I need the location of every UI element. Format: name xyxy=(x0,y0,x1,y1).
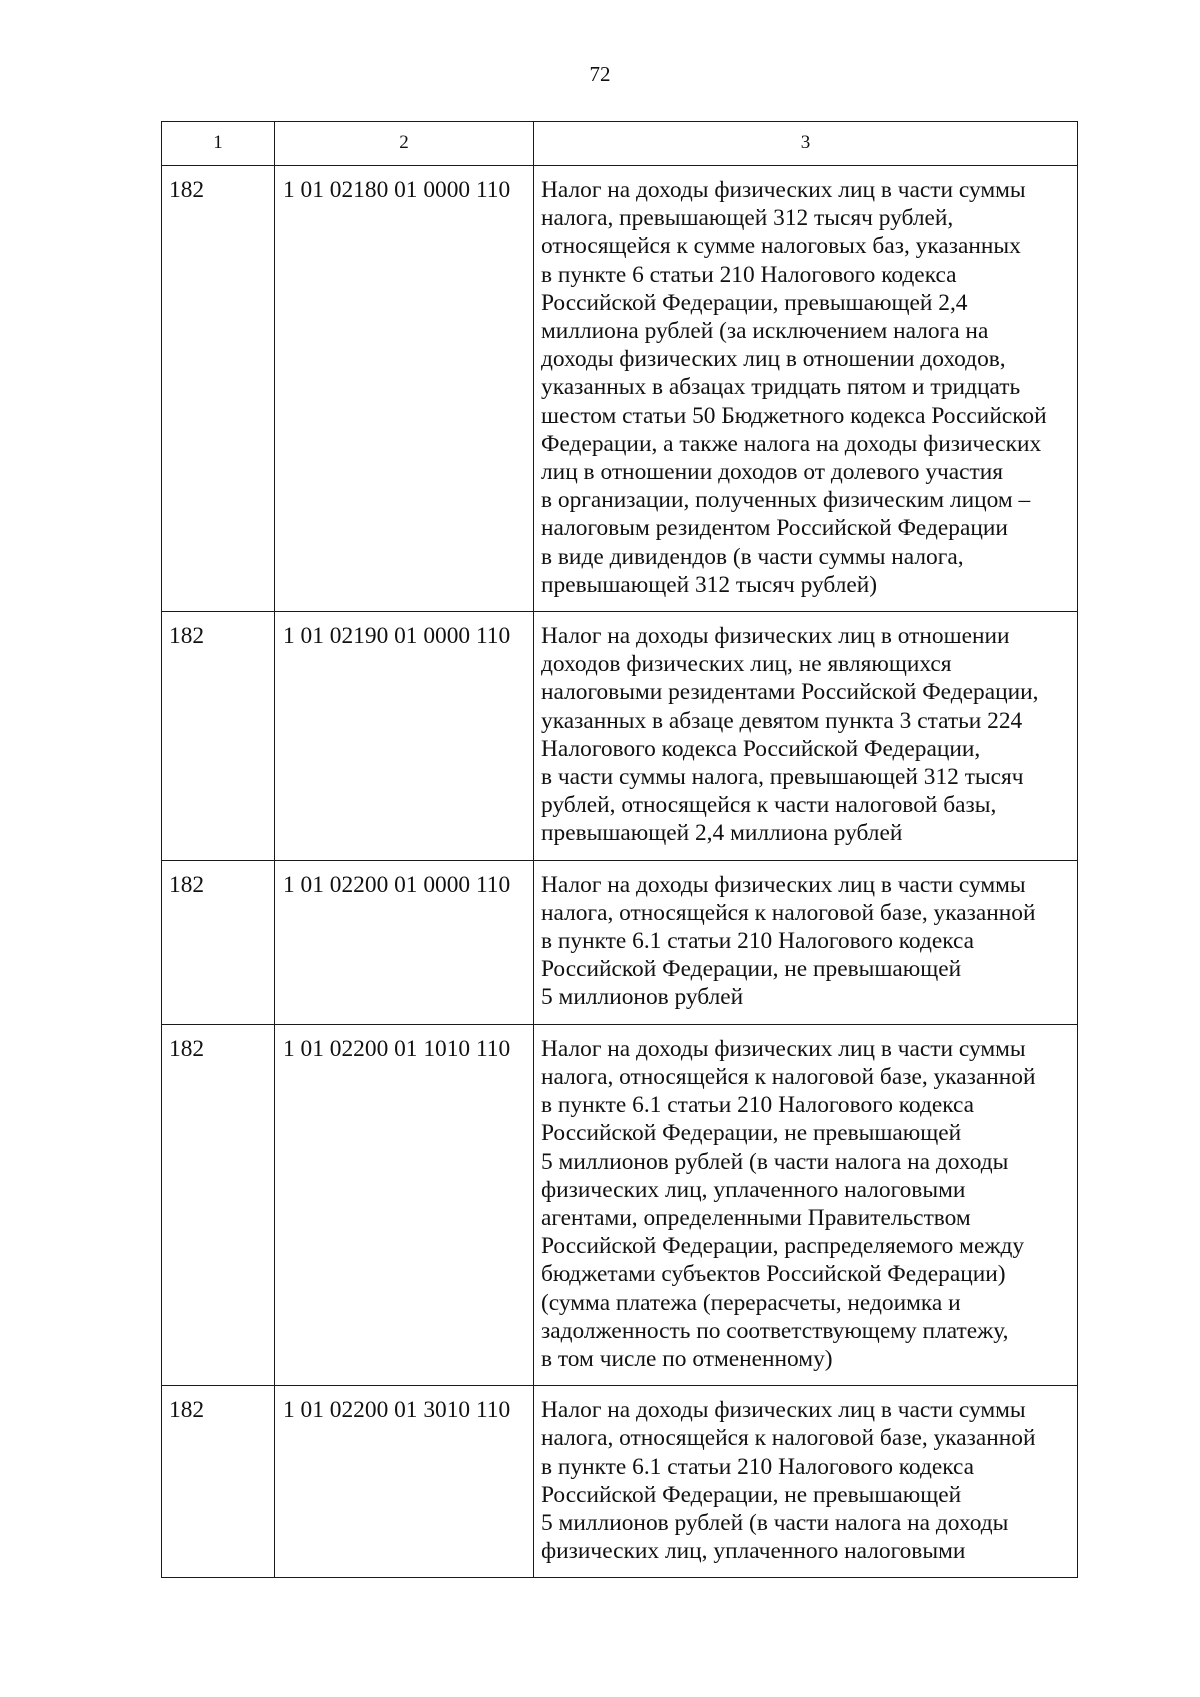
column-header-2: 2 xyxy=(275,122,534,166)
description-line: указанных в абзацах тридцать пятом и тридцать xyxy=(541,374,1021,401)
revenue-description-cell xyxy=(534,166,1078,612)
description-line: бюджетами субъектов Российской Федерации) xyxy=(541,1261,1006,1288)
description-line: налога, относящейся к налоговой базе, указанной xyxy=(541,1063,1036,1090)
budget-codes-table xyxy=(161,121,1078,1578)
budget-classification-code-cell: 1 01 02190 01 0000 110 xyxy=(275,612,534,861)
admin-code-cell: 182 xyxy=(162,1386,275,1578)
description-line: рублей, относящейся к части налоговой базы, xyxy=(541,792,997,819)
description-line: в организации, полученных физическим лицом – xyxy=(541,487,1031,514)
description-line: 5 миллионов рублей (в части налога на доходы xyxy=(541,1148,1009,1175)
description-line: Налог на доходы физических лиц в части суммы xyxy=(541,1397,1026,1424)
description-line: Российской Федерации, превышающей 2,4 xyxy=(541,289,968,316)
budget-classification-code-cell: 1 01 02200 01 3010 110 xyxy=(275,1386,534,1578)
description-line: Федерации, а также налога на доходы физических xyxy=(541,430,1042,457)
description-line: задолженность по соответствующему платежу, xyxy=(541,1317,1009,1344)
description-line: шестом статьи 50 Бюджетного кодекса Российской xyxy=(541,402,1047,429)
description-line: налоговым резидентом Российской Федерации xyxy=(541,515,1008,542)
description-line: в виде дивидендов (в части суммы налога, xyxy=(541,543,964,570)
description-line: Налог на доходы физических лиц в части суммы xyxy=(541,1035,1026,1062)
description-line: в пункте 6 статьи 210 Налогового кодекса xyxy=(541,261,957,288)
admin-code-cell: 182 xyxy=(162,166,275,612)
description-line: относящейся к сумме налоговых баз, указанных xyxy=(541,233,1021,260)
description-line: лиц в отношении доходов от долевого участия xyxy=(541,459,1004,486)
column-header-1: 1 xyxy=(162,122,275,166)
description-line: налоговыми резидентами Российской Федерации, xyxy=(541,679,1039,706)
page-number: 72 xyxy=(589,62,611,86)
description-line: Российской Федерации, распределяемого между xyxy=(541,1233,1025,1260)
revenue-description-cell xyxy=(534,612,1078,861)
description-line: в части суммы налога, превышающей 312 тысяч xyxy=(541,764,1024,791)
description-line: в пункте 6.1 статьи 210 Налогового кодекса xyxy=(541,1453,975,1480)
description-line: Налог на доходы физических лиц в части суммы xyxy=(541,177,1026,203)
description-line: в том числе по отмененному) xyxy=(541,1345,833,1372)
admin-code-cell: 182 xyxy=(162,612,275,861)
description-line: указанных в абзаце девятом пункта 3 статьи 224 xyxy=(541,707,1023,734)
description-line: Российской Федерации, не превышающей xyxy=(541,956,962,983)
table-row xyxy=(162,1024,1078,1385)
description-line: превышающей 2,4 миллиона рублей xyxy=(541,820,903,847)
table-header-row xyxy=(162,122,1078,166)
table-body xyxy=(162,166,1078,1578)
description-line: Российской Федерации, не превышающей xyxy=(541,1481,962,1508)
description-line: агентами, определенными Правительством xyxy=(541,1204,971,1231)
description-line: физических лиц, уплаченного налоговыми xyxy=(541,1538,966,1565)
description-line: в пункте 6.1 статьи 210 Налогового кодекса xyxy=(541,928,975,955)
description-line: Налог на доходы физических лиц в части суммы xyxy=(541,871,1026,898)
budget-classification-code-cell: 1 01 02200 01 1010 110 xyxy=(275,1024,534,1385)
column-header-3: 3 xyxy=(534,122,1078,166)
description-line: налога, относящейся к налоговой базе, указанной xyxy=(541,1425,1036,1452)
description-line: 5 миллионов рублей xyxy=(541,984,744,1011)
description-line: доходы физических лиц в отношении доходов, xyxy=(541,346,1006,373)
revenue-description-cell xyxy=(534,860,1078,1024)
revenue-description-cell xyxy=(534,1024,1078,1385)
description-line: доходов физических лиц, не являющихся xyxy=(541,651,952,678)
admin-code-cell: 182 xyxy=(162,860,275,1024)
budget-classification-code-cell: 1 01 02180 01 0000 110 xyxy=(275,166,534,612)
description-line: миллиона рублей (за исключением налога на xyxy=(541,318,989,345)
description-line: Налогового кодекса Российской Федерации, xyxy=(541,735,981,762)
description-line: Российской Федерации, не превышающей xyxy=(541,1120,962,1147)
admin-code-cell: 182 xyxy=(162,1024,275,1385)
description-line: 5 миллионов рублей (в части налога на доходы xyxy=(541,1509,1009,1536)
description-line: физических лиц, уплаченного налоговыми xyxy=(541,1176,966,1203)
description-line: в пункте 6.1 статьи 210 Налогового кодекса xyxy=(541,1092,975,1119)
table-row xyxy=(162,1386,1078,1578)
budget-classification-code-cell: 1 01 02200 01 0000 110 xyxy=(275,860,534,1024)
table-row xyxy=(162,860,1078,1024)
description-line: Налог на доходы физических лиц в отношении xyxy=(541,623,1010,650)
description-line: налога, относящейся к налоговой базе, указанной xyxy=(541,899,1036,926)
description-line: (сумма платежа (перерасчеты, недоимка и xyxy=(541,1289,961,1316)
description-line: налога, превышающей 312 тысяч рублей, xyxy=(541,205,954,232)
table-row xyxy=(162,612,1078,861)
table-row xyxy=(162,166,1078,612)
revenue-description-cell xyxy=(534,1386,1078,1578)
description-line: превышающей 312 тысяч рублей) xyxy=(541,571,878,598)
